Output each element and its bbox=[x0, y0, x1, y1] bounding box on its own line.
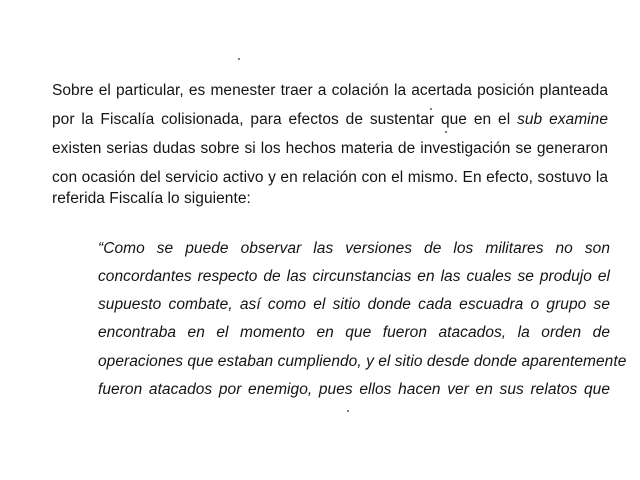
quote-line: fueron atacados por enemigo, pues ellos hacen ver en sus relatos que bbox=[98, 381, 610, 398]
text-line: referida Fiscalía lo siguiente: bbox=[52, 190, 251, 207]
quote-line: encontraba en el momento en que fueron atacados, la orden de bbox=[98, 324, 610, 341]
text-line: existen serias dudas sobre si los hechos materia de investigación se generaron bbox=[52, 140, 608, 157]
text-line: Sobre el particular, es menester traer a colación la acertada posición planteada bbox=[52, 82, 608, 99]
scan-speck bbox=[430, 108, 432, 110]
quote-line: “Como se puede observar las versiones de los militares no son bbox=[98, 240, 610, 257]
scan-speck bbox=[445, 131, 447, 133]
text-line: por la Fiscalía colisionada, para efectos de sustentar que en el sub examine bbox=[52, 111, 609, 128]
text-line: con ocasión del servicio activo y en relación con el mismo. En efecto, sostuvo la bbox=[52, 169, 608, 186]
scan-speck bbox=[347, 410, 349, 412]
scan-speck bbox=[238, 58, 240, 60]
quote-line: supuesto combate, así como el sitio donde cada escuadra o grupo se bbox=[98, 296, 610, 313]
quote-line: concordantes respecto de las circunstancias en las cuales se produjo el bbox=[98, 268, 610, 285]
quote-line: operaciones que estaban cumpliendo, y el sitio desde donde aparentemente bbox=[98, 353, 627, 370]
italic-latin-term: sub examine bbox=[517, 111, 609, 128]
